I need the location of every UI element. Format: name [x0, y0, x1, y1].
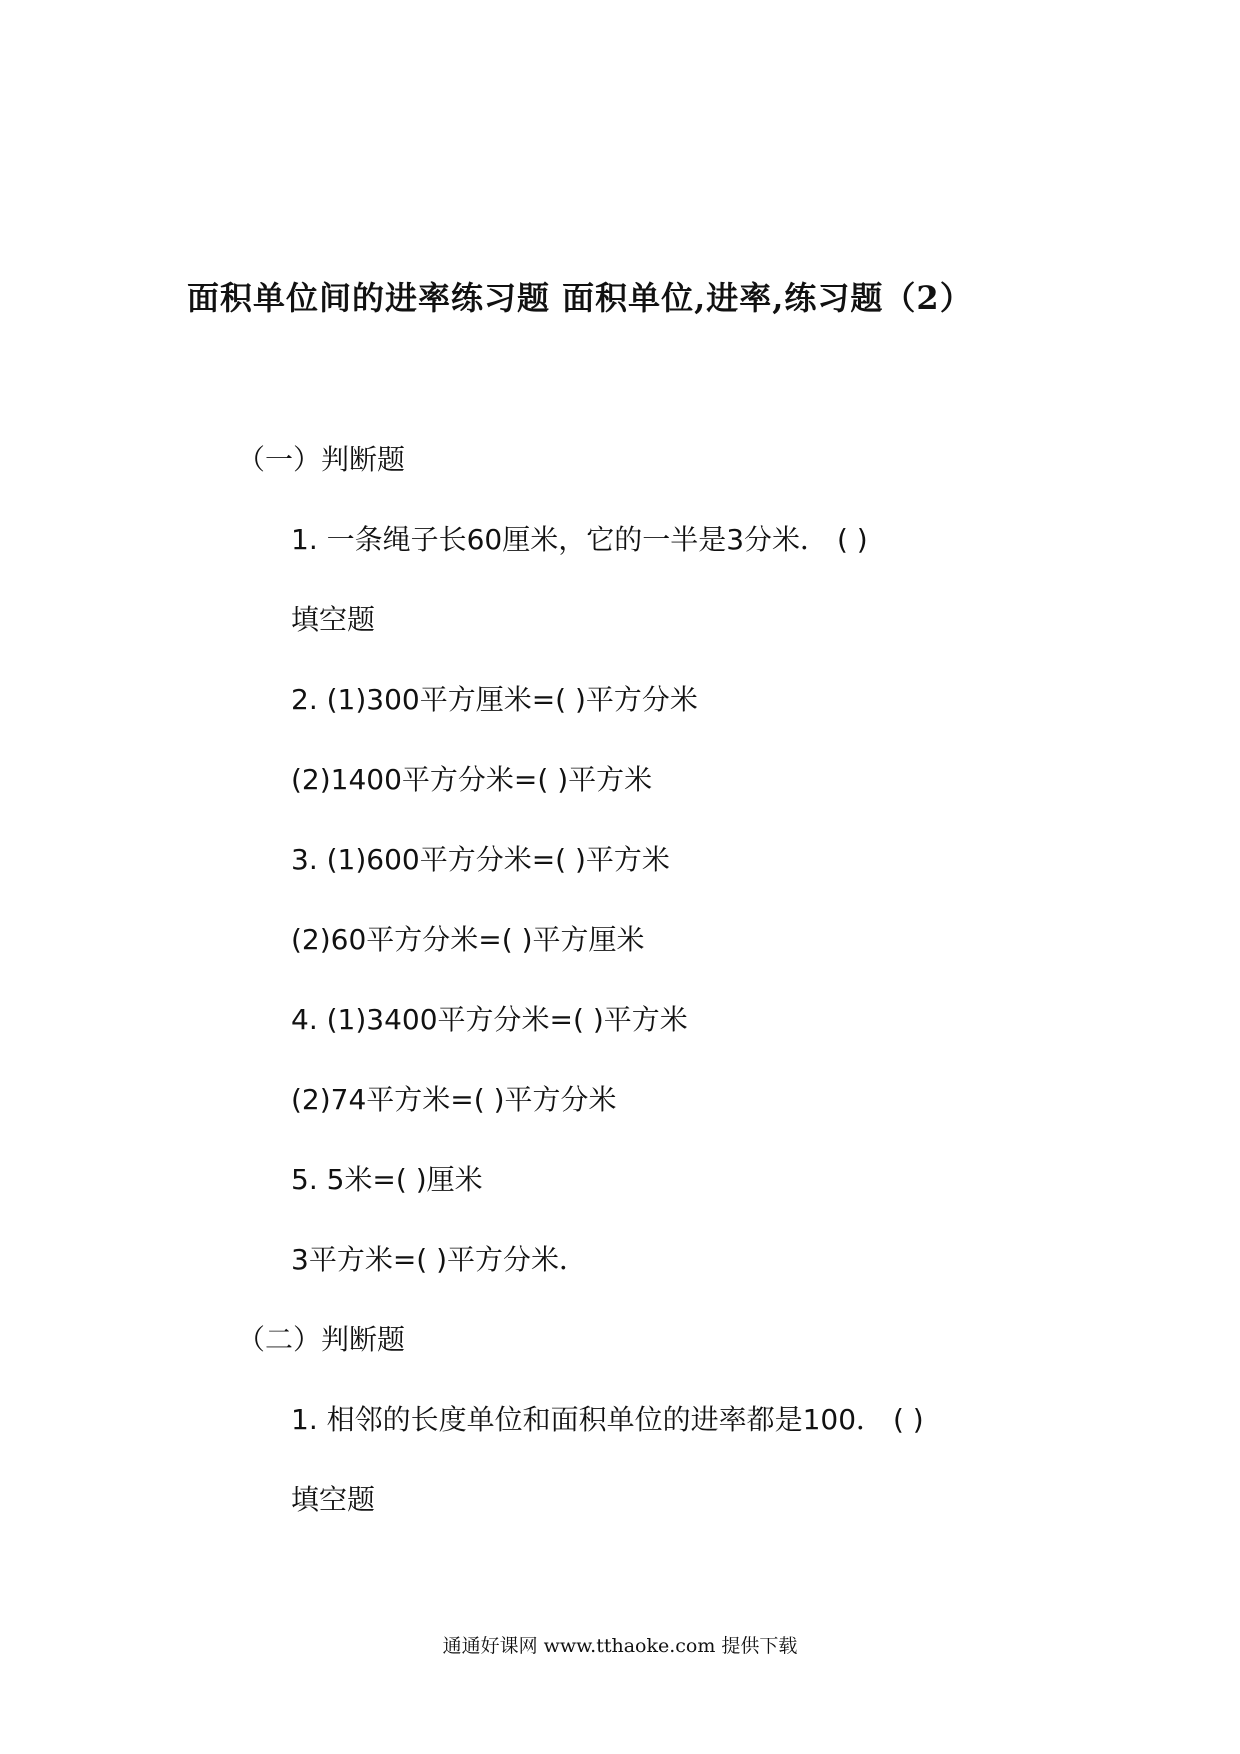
section-heading-1: （一）判断题: [237, 443, 406, 476]
question-line: 3平方米=( )平方分米．: [291, 1243, 588, 1276]
page-footer: 通通好课网 www.tthaoke.com 提供下载: [442, 1635, 798, 1657]
question-line: (2)74平方米=( )平方分米: [291, 1083, 617, 1116]
section-heading-2: （二）判断题: [237, 1323, 406, 1356]
question-line: 3. (1)600平方分米=( )平方米: [291, 843, 670, 876]
question-line: (2)60平方分米=( )平方厘米: [291, 923, 645, 956]
subsection-heading: 填空题: [291, 1483, 376, 1516]
question-line: 5. 5米=( )厘米: [291, 1163, 483, 1196]
question-line: (2)1400平方分米=( )平方米: [291, 763, 653, 796]
question-line: 4. (1)3400平方分米=( )平方米: [291, 1003, 688, 1036]
subsection-heading: 填空题: [291, 603, 376, 636]
question-line: 1. 相邻的长度单位和面积单位的进率都是100． ( ): [291, 1403, 924, 1436]
question-line: 1. 一条绳子长60厘米，它的一半是3分米． ( ): [291, 523, 868, 556]
question-line: 2. (1)300平方厘米=( )平方分米: [291, 683, 698, 716]
page-title: 面积单位间的进率练习题 面积单位,进率,练习题（2）: [187, 279, 973, 317]
